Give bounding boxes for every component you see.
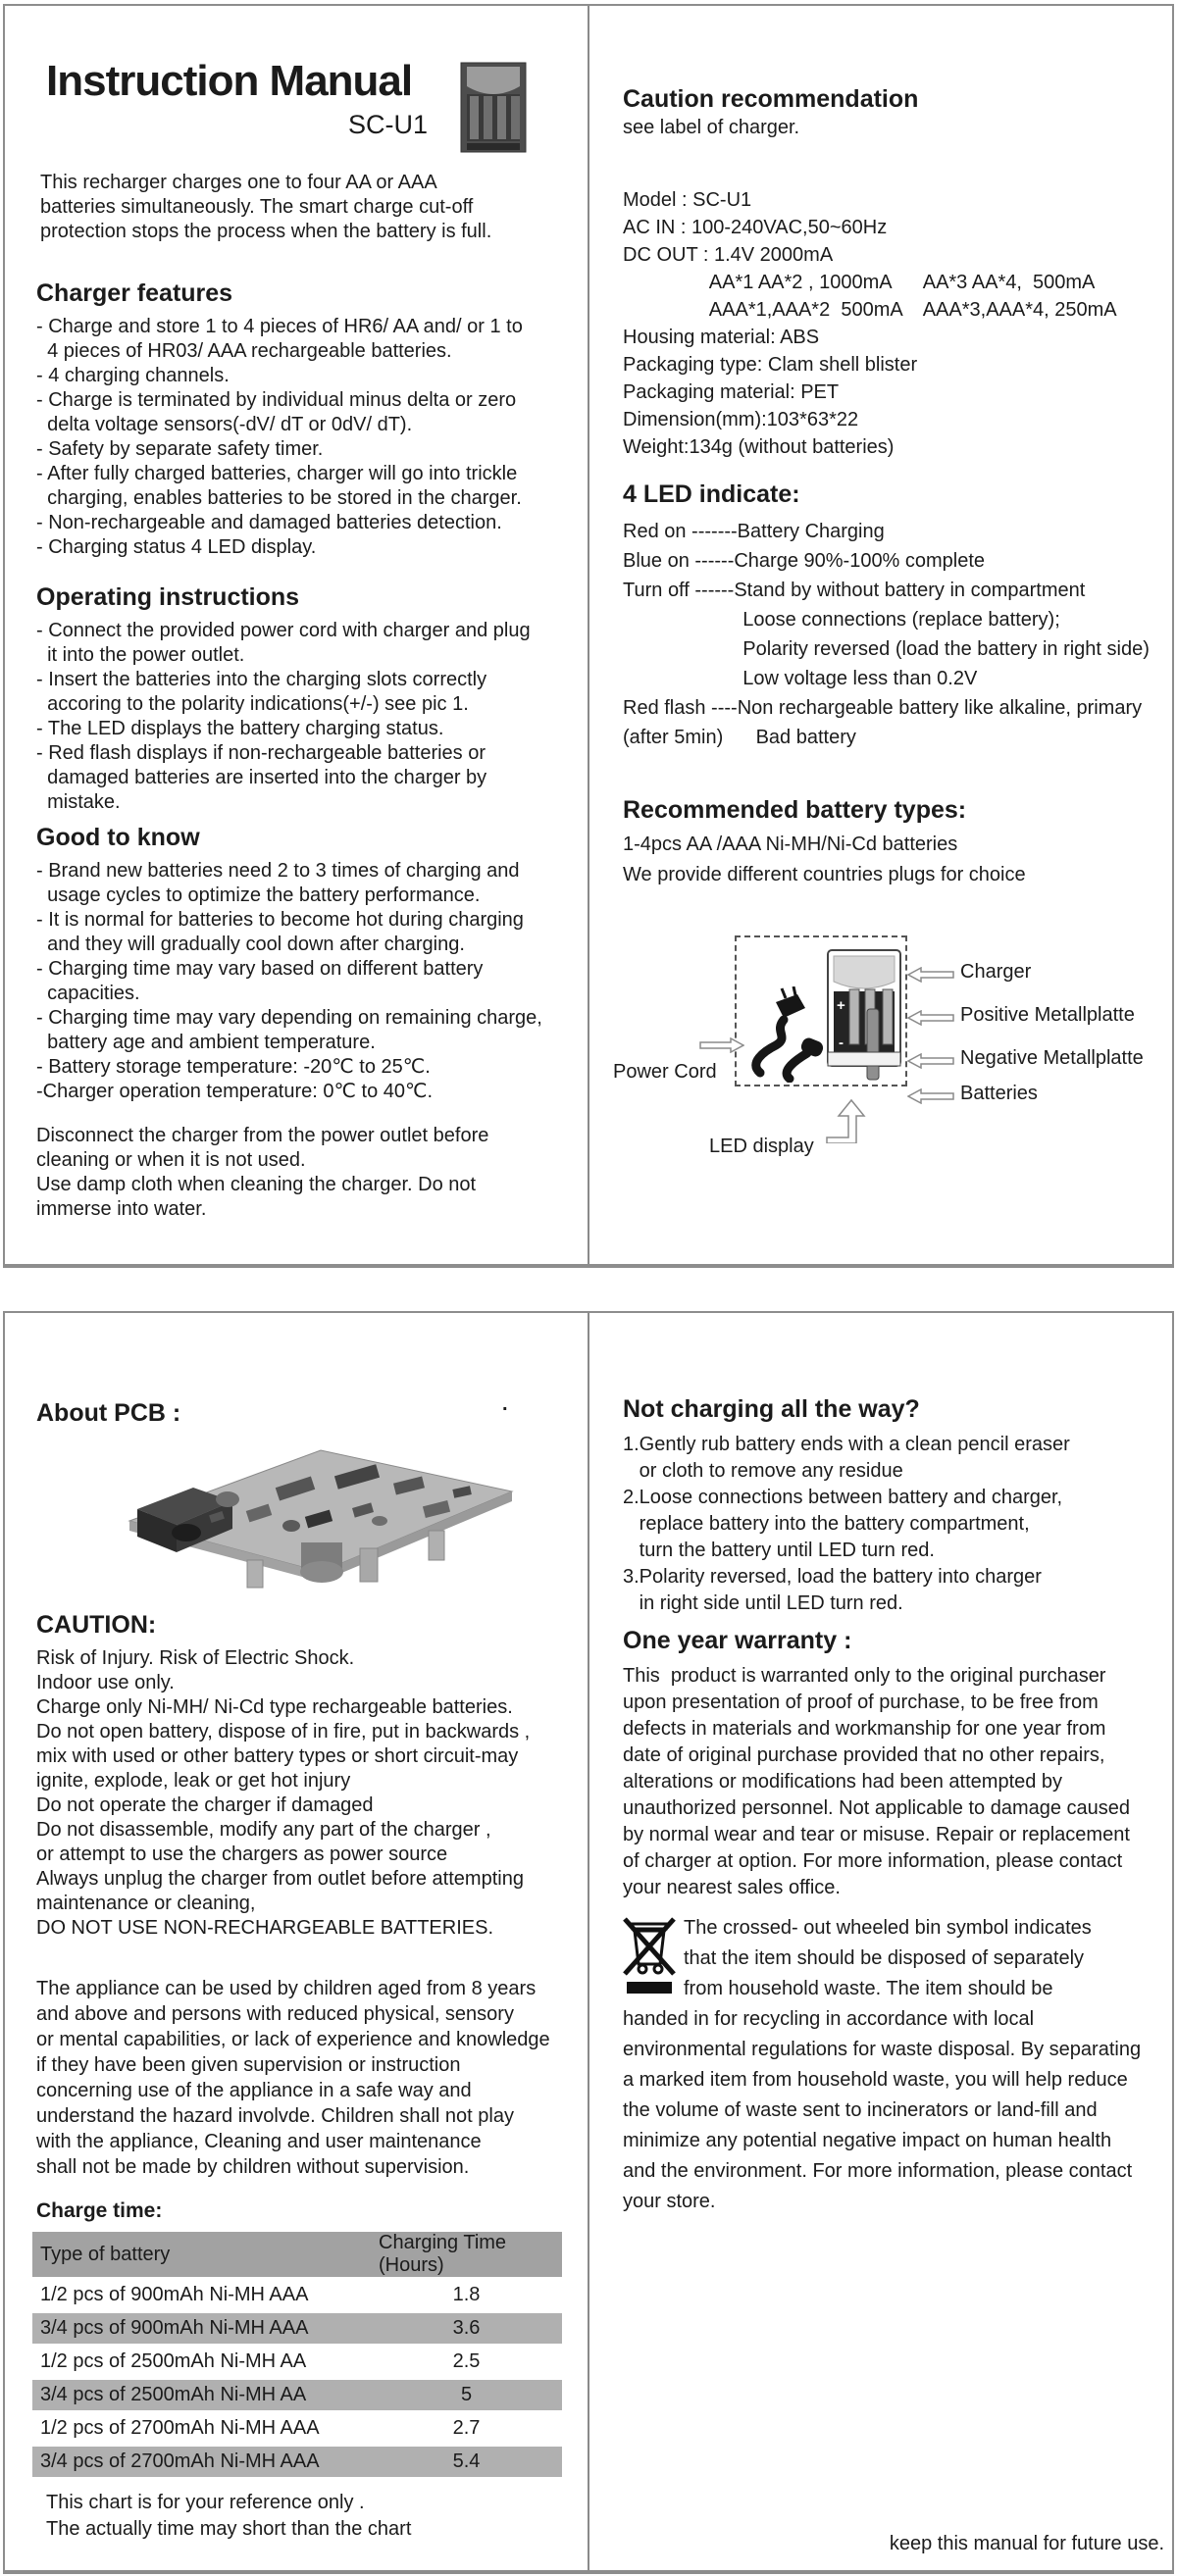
warranty-line: by normal wear and tear or misuse. Repair or replacement bbox=[623, 1824, 1130, 1845]
instruction-line: damaged batteries are inserted into the charger by bbox=[36, 767, 487, 788]
model-number: SC-U1 bbox=[348, 110, 429, 139]
page1-left-column bbox=[36, 6, 586, 1264]
feature-line: delta voltage sensors(-dV/ dT or 0dV/ dT). bbox=[36, 414, 413, 435]
good-to-know-line: battery age and ambient temperature. bbox=[36, 1032, 376, 1053]
feature-line: - Charge and store 1 to 4 pieces of HR6/ AA and/ or 1 to bbox=[36, 316, 523, 337]
spec-line: Packaging material: PET bbox=[623, 381, 840, 403]
good-to-know-line: - It is normal for batteries to become hot during charging bbox=[36, 909, 524, 931]
spec-line: AAA*1,AAA*2 500mA AAA*3,AAA*4, 250mA bbox=[623, 299, 1117, 321]
warranty-line: of charger at option. For more information, please contact bbox=[623, 1850, 1123, 1872]
arrow-left-negative-icon bbox=[907, 1053, 954, 1069]
column-divider bbox=[588, 1313, 589, 2570]
charging-hours-cell: 5.4 bbox=[371, 2447, 562, 2477]
led-indicate-line: Loose connections (replace battery); bbox=[623, 609, 1060, 631]
charger-diagram-image bbox=[826, 948, 904, 1086]
recycling-line: minimize any potential negative impact on human health bbox=[623, 2130, 1112, 2151]
not-charging-line: 3.Polarity reversed, load the battery into charger bbox=[623, 1566, 1042, 1588]
led-indicate-heading: 4 LED indicate: bbox=[623, 480, 800, 508]
feature-line: charging, enables batteries to be stored in the charger. bbox=[36, 487, 522, 509]
warranty-line: your nearest sales office. bbox=[623, 1877, 841, 1898]
not-charging-line: 2.Loose connections between battery and charger, bbox=[623, 1487, 1063, 1508]
care-line: Disconnect the charger from the power outlet before bbox=[36, 1125, 489, 1146]
charger-features-list bbox=[36, 315, 523, 560]
recycling-line: that the item should be disposed of separately bbox=[684, 1947, 1085, 1969]
led-indicate-line: Low voltage less than 0.2V bbox=[623, 668, 978, 689]
warranty-line: This product is warranted only to the original purchaser bbox=[623, 1665, 1106, 1687]
good-to-know-line: - Charging time may vary based on different battery bbox=[36, 958, 484, 980]
recommended-battery-lines bbox=[623, 830, 1026, 890]
appliance-line: with the appliance, Cleaning and user maintenance bbox=[36, 2131, 482, 2152]
appliance-line: if they have been given supervision or instruction bbox=[36, 2054, 461, 2076]
battery-type-cell: 3/4 pcs of 2500mAh Ni-MH AA bbox=[32, 2380, 371, 2410]
recycling-line: your store. bbox=[623, 2191, 716, 2212]
warranty-line: alterations or modifications had been attempted by bbox=[623, 1771, 1063, 1793]
good-to-know-line: usage cycles to optimize the battery performance. bbox=[36, 884, 481, 906]
svg-text:-: - bbox=[839, 1035, 844, 1051]
table-row bbox=[32, 2280, 562, 2310]
page1-right-column bbox=[613, 6, 1172, 1264]
charger-features-heading: Charger features bbox=[36, 279, 233, 307]
led-indicate-line: Red flash ----Non rechargeable battery like alkaline, primary bbox=[623, 697, 1143, 719]
battery-type-cell: 3/4 pcs of 2700mAh Ni-MH AAA bbox=[32, 2447, 371, 2477]
page2-right-column bbox=[623, 1313, 1172, 2570]
good-to-know-line: -Charger operation temperature: 0℃ to 40℃. bbox=[36, 1081, 434, 1102]
instruction-line: - The LED displays the battery charging status. bbox=[36, 718, 444, 739]
spec-line: Weight:134g (without batteries) bbox=[623, 436, 895, 458]
arrow-right-power-cord-icon bbox=[699, 1037, 744, 1053]
operating-instructions-heading: Operating instructions bbox=[36, 583, 300, 611]
intro-paragraph bbox=[40, 171, 491, 244]
charging-hours-cell: 1.8 bbox=[452, 2284, 481, 2305]
good-to-know-line: - Battery storage temperature: -20℃ to 25℃. bbox=[36, 1056, 431, 1078]
recycling-text-full bbox=[623, 2004, 1172, 2217]
appliance-line: concerning use of the appliance in a safe way and bbox=[36, 2080, 472, 2101]
caution-line: or attempt to use the chargers as power source bbox=[36, 1844, 448, 1865]
caution-line: Charge only Ni-MH/ Ni-Cd type rechargeable batteries. bbox=[36, 1696, 513, 1718]
charge-time-table bbox=[32, 2229, 562, 2480]
caution-heading: CAUTION: bbox=[36, 1611, 157, 1639]
intro-line: This recharger charges one to four AA or AAA bbox=[40, 172, 437, 193]
feature-line: - Charge is terminated by individual minus delta or zero bbox=[36, 389, 517, 411]
warranty-line: unauthorized personnel. Not applicable to damage caused bbox=[623, 1797, 1131, 1819]
warranty-line: defects in materials and workmanship for one year from bbox=[623, 1718, 1106, 1740]
appliance-line: shall not be made by children without supervision. bbox=[36, 2156, 470, 2178]
instruction-line: - Red flash displays if non-rechargeable batteries or bbox=[36, 742, 486, 764]
warranty-line: upon presentation of proof of purchase, to be free from bbox=[623, 1692, 1099, 1713]
instruction-line: - Insert the batteries into the charging slots correctly bbox=[36, 669, 487, 690]
warranty-line: date of original purchase provided that no other repairs, bbox=[623, 1744, 1105, 1766]
battery-type-cell: 1/2 pcs of 2700mAh Ni-MH AAA bbox=[40, 2417, 320, 2439]
recycling-line: The crossed- out wheeled bin symbol indicates bbox=[684, 1917, 1092, 1939]
table-header-cell: Type of battery bbox=[32, 2232, 371, 2277]
spec-line: AA*1 AA*2 , 1000mA AA*3 AA*4, 500mA bbox=[623, 272, 1096, 293]
caution-line: Do not disassemble, modify any part of the charger , bbox=[36, 1819, 491, 1841]
appliance-paragraph bbox=[36, 1976, 550, 2180]
spec-line: AC IN : 100-240VAC,50~60Hz bbox=[623, 217, 888, 238]
appliance-line: and above and persons with reduced physical, sensory bbox=[36, 2003, 514, 2025]
spec-line: Model : SC-U1 bbox=[623, 189, 752, 211]
led-indicate-line: Polarity reversed (load the battery in right side) bbox=[623, 638, 1150, 660]
good-to-know-heading: Good to know bbox=[36, 824, 200, 851]
instruction-line: it into the power outlet. bbox=[36, 644, 245, 666]
diagram-label-led-display: LED display bbox=[709, 1136, 814, 1157]
diagram-label-negative: Negative Metallplatte bbox=[960, 1047, 1144, 1069]
table-note-line: The actually time may short than the chart bbox=[46, 2518, 412, 2540]
not-charging-line: replace battery into the battery compartment, bbox=[623, 1513, 1030, 1535]
caution-list bbox=[36, 1646, 530, 1941]
warranty-heading: One year warranty : bbox=[623, 1627, 852, 1654]
recycling-line: a marked item from household waste, you will help reduce bbox=[623, 2069, 1128, 2091]
charging-hours-cell: 2.7 bbox=[452, 2417, 481, 2439]
recycling-line: handed in for recycling in accordance with local bbox=[623, 2008, 1035, 2030]
arrow-left-charger-icon bbox=[907, 967, 954, 983]
led-indicate-line: Blue on ------Charge 90%-100% complete bbox=[623, 550, 986, 572]
care-paragraph bbox=[36, 1124, 488, 1222]
recycling-line: the volume of waste sent to incinerators or land-fill and bbox=[623, 2099, 1098, 2121]
page-1 bbox=[3, 4, 1174, 1268]
crossed-out-wheeled-bin-icon bbox=[623, 1915, 676, 1997]
feature-line: - Safety by separate safety timer. bbox=[36, 438, 324, 460]
led-indicate-list bbox=[623, 517, 1150, 752]
good-to-know-line: and they will gradually cool down after charging. bbox=[36, 934, 465, 955]
table-notes bbox=[46, 2490, 411, 2543]
recommended-line: We provide different countries plugs for choice bbox=[623, 864, 1026, 885]
care-line: immerse into water. bbox=[36, 1198, 207, 1220]
table-row bbox=[32, 2313, 562, 2344]
charger-photo bbox=[459, 61, 528, 154]
caution-recommendation-subtext: see label of charger. bbox=[623, 117, 800, 138]
battery-type-cell: 1/2 pcs of 900mAh Ni-MH AAA bbox=[40, 2284, 309, 2305]
page-title: Instruction Manual bbox=[46, 57, 413, 105]
led-indicate-line: Turn off ------Stand by without battery in compartment bbox=[623, 580, 1086, 601]
caution-line: Do not operate the charger if damaged bbox=[36, 1794, 374, 1816]
appliance-line: or mental capabilities, or lack of experience and knowledge bbox=[36, 2029, 550, 2050]
not-charging-line: in right side until LED turn red. bbox=[623, 1592, 903, 1614]
table-row bbox=[32, 2347, 562, 2377]
recommended-line: 1-4pcs AA /AAA Ni-MH/Ni-Cd batteries bbox=[623, 833, 958, 855]
feature-line: - After fully charged batteries, charger will go into trickle bbox=[36, 463, 518, 484]
table-header-cell: Charging Time (Hours) bbox=[371, 2232, 562, 2277]
recycling-line: from household waste. The item should be bbox=[684, 1978, 1053, 1999]
pcb-image bbox=[100, 1423, 522, 1609]
led-indicate-line: Red on -------Battery Charging bbox=[623, 521, 885, 542]
led-indicate-line: (after 5min) Bad battery bbox=[623, 727, 856, 748]
specifications bbox=[623, 186, 1117, 461]
spec-line: DC OUT : 1.4V 2000mA bbox=[623, 244, 834, 266]
operating-instructions-list bbox=[36, 619, 531, 815]
charging-hours-cell: 5 bbox=[371, 2380, 562, 2410]
appliance-line: understand the hazard involvde. Children shall not play bbox=[36, 2105, 514, 2127]
warranty-paragraph bbox=[623, 1663, 1130, 1901]
good-to-know-line: capacities. bbox=[36, 983, 140, 1004]
svg-text:+: + bbox=[837, 997, 845, 1014]
page2-left-column bbox=[36, 1313, 586, 2570]
feature-line: - 4 charging channels. bbox=[36, 365, 230, 386]
table-row bbox=[32, 2380, 562, 2410]
appliance-line: The appliance can be used by children aged from 8 years bbox=[36, 1978, 537, 1999]
page-2 bbox=[3, 1311, 1174, 2574]
charging-hours-cell: 2.5 bbox=[452, 2350, 481, 2372]
recycling-line: environmental regulations for waste disposal. By separating bbox=[623, 2039, 1142, 2060]
table-row bbox=[32, 2447, 562, 2477]
arrow-left-batteries-icon bbox=[907, 1088, 954, 1104]
good-to-know-line: - Brand new batteries need 2 to 3 times of charging and bbox=[36, 860, 520, 882]
caution-line: Indoor use only. bbox=[36, 1672, 175, 1693]
intro-line: protection stops the process when the battery is full. bbox=[40, 221, 492, 242]
diagram-label-power-cord: Power Cord bbox=[613, 1061, 717, 1083]
stray-mark: . bbox=[502, 1393, 508, 1415]
caution-line: ignite, explode, leak or get hot injury bbox=[36, 1770, 351, 1792]
recommended-battery-heading: Recommended battery types: bbox=[623, 796, 967, 824]
caution-line: maintenance or cleaning, bbox=[36, 1893, 256, 1914]
feature-line: 4 pieces of HR03/ AAA rechargeable batteries. bbox=[36, 340, 452, 362]
caution-line: Risk of Injury. Risk of Electric Shock. bbox=[36, 1647, 355, 1669]
diagram-label-positive: Positive Metallplatte bbox=[960, 1004, 1135, 1026]
good-to-know-list bbox=[36, 859, 542, 1104]
table-header-row bbox=[32, 2232, 562, 2277]
column-divider bbox=[588, 6, 589, 1264]
feature-line: - Non-rechargeable and damaged batteries detection. bbox=[36, 512, 502, 533]
not-charging-line: 1.Gently rub battery ends with a clean pencil eraser bbox=[623, 1434, 1070, 1455]
table-row bbox=[32, 2413, 562, 2444]
not-charging-line: or cloth to remove any residue bbox=[623, 1460, 903, 1482]
intro-line: batteries simultaneously. The smart charge cut-off bbox=[40, 196, 474, 218]
caution-line: Do not open battery, dispose of in fire, put in backwards , bbox=[36, 1721, 531, 1743]
not-charging-line: turn the battery until LED turn red. bbox=[623, 1540, 935, 1561]
spec-line: Dimension(mm):103*63*22 bbox=[623, 409, 859, 430]
recycling-section bbox=[623, 1913, 1172, 2217]
arrow-up-led-display-icon bbox=[825, 1098, 868, 1143]
recycling-line: and the environment. For more information, please contact bbox=[623, 2160, 1133, 2182]
caution-recommendation-heading: Caution recommendation bbox=[623, 85, 919, 113]
spec-line: Housing material: ABS bbox=[623, 327, 820, 348]
caution-line: mix with used or other battery types or short circuit-may bbox=[36, 1745, 519, 1767]
charging-hours-cell: 3.6 bbox=[371, 2313, 562, 2344]
spec-line: Packaging type: Clam shell blister bbox=[623, 354, 918, 376]
not-charging-heading: Not charging all the way? bbox=[623, 1395, 920, 1423]
about-pcb-heading: About PCB : bbox=[36, 1399, 181, 1427]
arrow-left-positive-icon bbox=[907, 1010, 954, 1026]
diagram-label-charger: Charger bbox=[960, 961, 1032, 983]
footer-note: keep this manual for future use. bbox=[889, 2533, 1164, 2554]
diagram-label-batteries: Batteries bbox=[960, 1083, 1038, 1104]
care-line: Use damp cloth when cleaning the charger. Do not bbox=[36, 1174, 477, 1195]
battery-type-cell: 3/4 pcs of 900mAh Ni-MH AAA bbox=[32, 2313, 371, 2344]
not-charging-list bbox=[623, 1432, 1070, 1617]
good-to-know-line: - Charging time may vary depending on remaining charge, bbox=[36, 1007, 542, 1029]
instruction-line: accoring to the polarity indications(+/-) see pic 1. bbox=[36, 693, 469, 715]
charge-time-heading: Charge time: bbox=[36, 2199, 163, 2222]
caution-line: DO NOT USE NON-RECHARGEABLE BATTERIES. bbox=[36, 1917, 494, 1939]
feature-line: - Charging status 4 LED display. bbox=[36, 536, 317, 558]
table-note-line: This chart is for your reference only . bbox=[46, 2492, 365, 2513]
instruction-line: mistake. bbox=[36, 791, 121, 813]
battery-type-cell: 1/2 pcs of 2500mAh Ni-MH AA bbox=[40, 2350, 307, 2372]
instruction-line: - Connect the provided power cord with charger and plug bbox=[36, 620, 531, 641]
care-line: cleaning or when it is not used. bbox=[36, 1149, 306, 1171]
caution-line: Always unplug the charger from outlet before attempting bbox=[36, 1868, 524, 1890]
recycling-text-beside-icon bbox=[684, 1913, 1172, 2004]
